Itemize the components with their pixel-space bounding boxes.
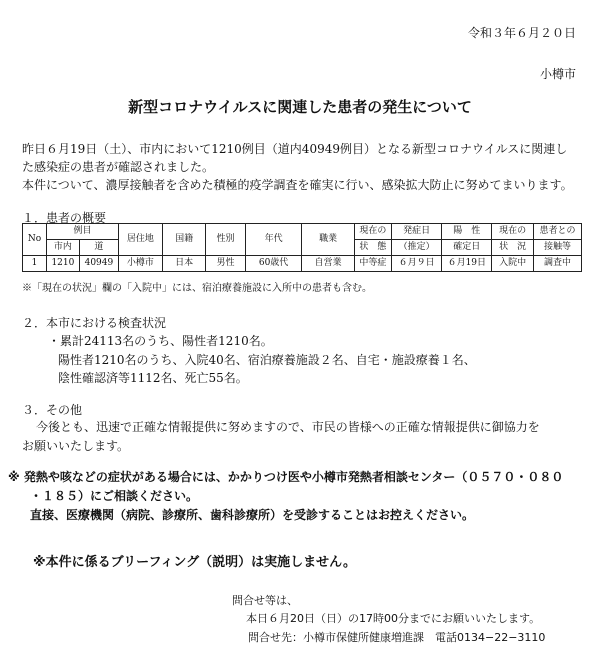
contact-deadline: 本日６月20日（日）の17時00分までにお願いいたします。 [246,612,541,625]
header-contact-top: 患者との [533,224,581,240]
cell-contact: 調査中 [533,256,581,272]
cell-hokkaido: 40949 [79,256,118,272]
header-situation-bottom: 状 況 [492,240,533,256]
section-heading-testing-status: ２．本市における検査状況 [22,316,167,330]
section-heading-patient-summary: １．患者の概要 [22,211,107,225]
header-contact-bottom: 接触等 [533,240,581,256]
issuing-organization: 小樽市 [539,67,576,81]
header-nationality: 国籍 [162,224,206,256]
cell-sex: 男性 [206,256,245,272]
header-age: 年代 [245,224,302,256]
fever-notice-line-1: ※ 発熱や咳などの症状がある場合には、かかりつけ医や小樽市発熱者相談センター（０５７０・０８０ [8,470,564,484]
header-status-top: 現在の [354,224,391,240]
header-onset-top: 発症日 [391,224,441,240]
header-occupation: 職業 [302,224,354,256]
intro-line-1: 昨日６月19日（土）、市内において1210例目（道内40949例目）となる新型コロナウイルスに関連し [22,142,568,156]
cell-situation: 入院中 [492,256,533,272]
cell-status: 中等症 [354,256,391,272]
contact-department-phone: 問合せ先：小樽市保健所健康増進課 電話0134−22−3110 [248,631,546,644]
page-title: 新型コロナウイルスに関連した患者の発生について [128,98,472,116]
contact-intro: 問合せ等は、 [232,594,298,607]
table-header-row-1 [23,224,582,240]
section-heading-other: ３．その他 [22,403,83,417]
testing-line-2: 陽性者1210名のうち、入院40名、宿泊療養施設２名、自宅・施設療養１名、 [58,353,476,367]
cell-onset: ６月９日 [391,256,441,272]
other-line-2: お願いいたします。 [22,439,130,453]
header-positive-top: 陽 性 [442,224,492,240]
testing-line-3: 陰性確認済等1112名、死亡55名。 [58,371,248,385]
other-line-1: 今後とも、迅速で正確な情報提供に努めますので、市民の皆様への正確な情報提供に御協力を [36,420,540,434]
cell-no: 1 [23,256,47,272]
header-case-no: 例目 [47,224,119,240]
header-sex: 性別 [206,224,245,256]
briefing-notice: ※本件に係るブリーフィング（説明）は実施しません。 [33,555,356,570]
header-hokkaido: 道 [79,240,118,256]
header-city: 市内 [47,240,80,256]
fever-notice-line-3: 直接、医療機関（病院、診療所、歯科診療所）を受診することはお控えください。 [30,508,475,522]
testing-line-1: ・累計24113名のうち、陽性者1210名。 [48,334,273,348]
header-no: No [23,224,47,256]
cell-city: 1210 [47,256,80,272]
intro-line-3: 本件について、濃厚接触者を含めた積極的疫学調査を確実に行い、感染拡大防止に努めてまいります。 [22,178,573,192]
header-status-bottom: 状 態 [354,240,391,256]
cell-occupation: 自営業 [302,256,354,272]
table-row [23,256,582,272]
cell-age: 60歳代 [245,256,302,272]
fever-notice-line-2: ・１８５）にご相談ください。 [30,489,199,503]
cell-positive: ６月19日 [442,256,492,272]
patient-table [22,223,582,272]
table-footnote: ※「現在の状況」欄の「入院中」には、宿泊療養施設に入所中の患者も含む。 [22,283,372,294]
header-residence: 居住地 [119,224,163,256]
cell-residence: 小樽市 [119,256,163,272]
document-date: 令和３年６月２０日 [467,26,576,40]
header-positive-bottom: 確定日 [442,240,492,256]
cell-nationality: 日本 [162,256,206,272]
intro-line-2: た感染症の患者が確認されました。 [22,160,215,174]
header-situation-top: 現在の [492,224,533,240]
header-onset-bottom: （推定） [391,240,441,256]
